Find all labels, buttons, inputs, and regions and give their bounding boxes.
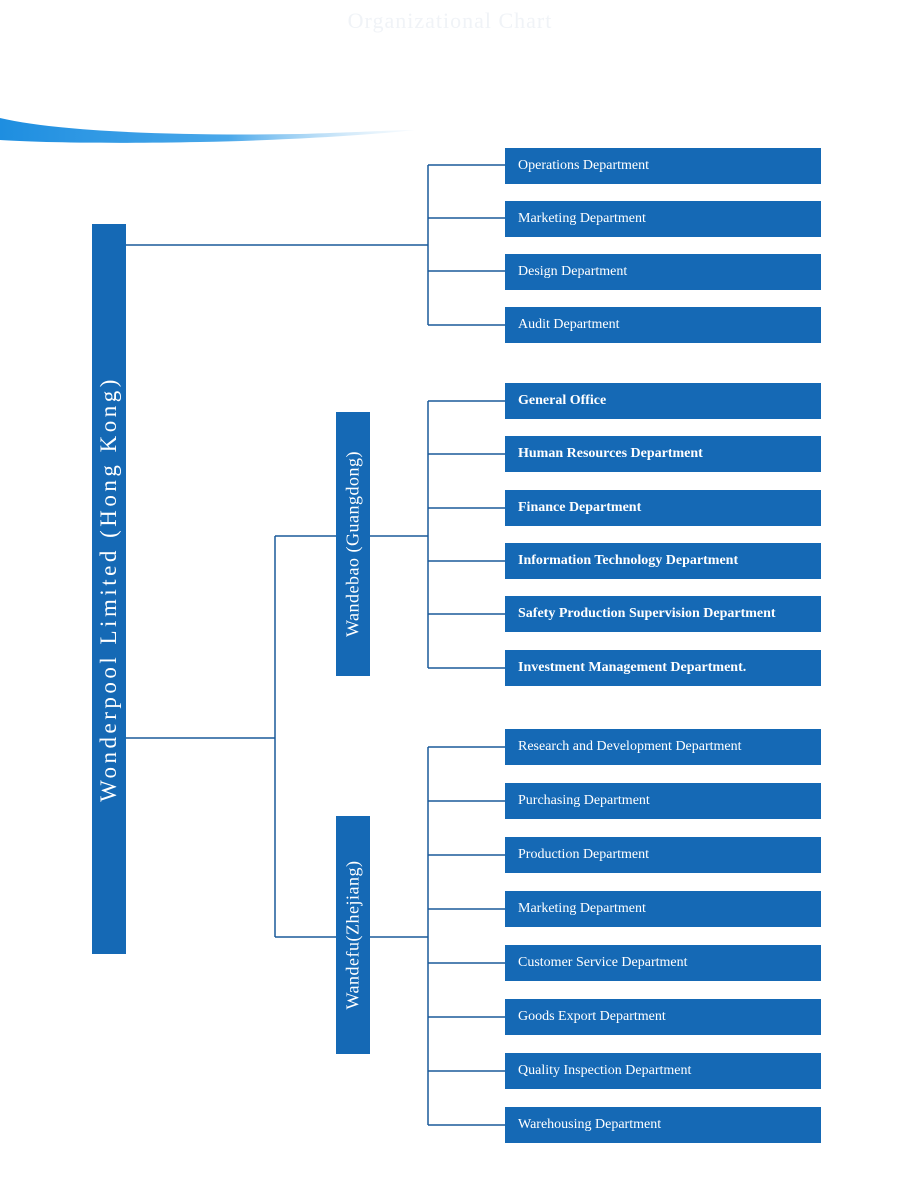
dept-warehousing: Warehousing Department [505,1107,821,1143]
dept-general-office: General Office [505,383,821,419]
dept-goods-export: Goods Export Department [505,999,821,1035]
root-company-box [92,224,126,954]
dept-safety-production: Safety Production Supervision Department [505,596,821,632]
dept-human-resources: Human Resources Department [505,436,821,472]
dept-purchasing: Purchasing Department [505,783,821,819]
root-company-label: Wonderpool Limited (Hong Kong) [96,376,121,802]
dept-finance: Finance Department [505,490,821,526]
subsidiary-box-guangdong [336,412,370,676]
dept-design: Design Department [505,254,821,290]
dept-research-development: Research and Development Department [505,729,821,765]
dept-operations: Operations Department [505,148,821,184]
subsidiary-label-guangdong: Wandebao (Guangdong) [342,451,363,637]
dept-marketing-hk: Marketing Department [505,201,821,237]
subsidiary-label-zhejiang: Wandefu(Zhejiang) [342,860,363,1010]
subsidiary-box-zhejiang [336,816,370,1054]
dept-investment-management: Investment Management Department. [505,650,821,686]
dept-customer-service: Customer Service Department [505,945,821,981]
page-title: Organizational Chart [347,8,553,33]
dept-production: Production Department [505,837,821,873]
dept-marketing-zj: Marketing Department [505,891,821,927]
dept-information-technology: Information Technology Department [505,543,821,579]
dept-audit: Audit Department [505,307,821,343]
dept-quality-inspection: Quality Inspection Department [505,1053,821,1089]
